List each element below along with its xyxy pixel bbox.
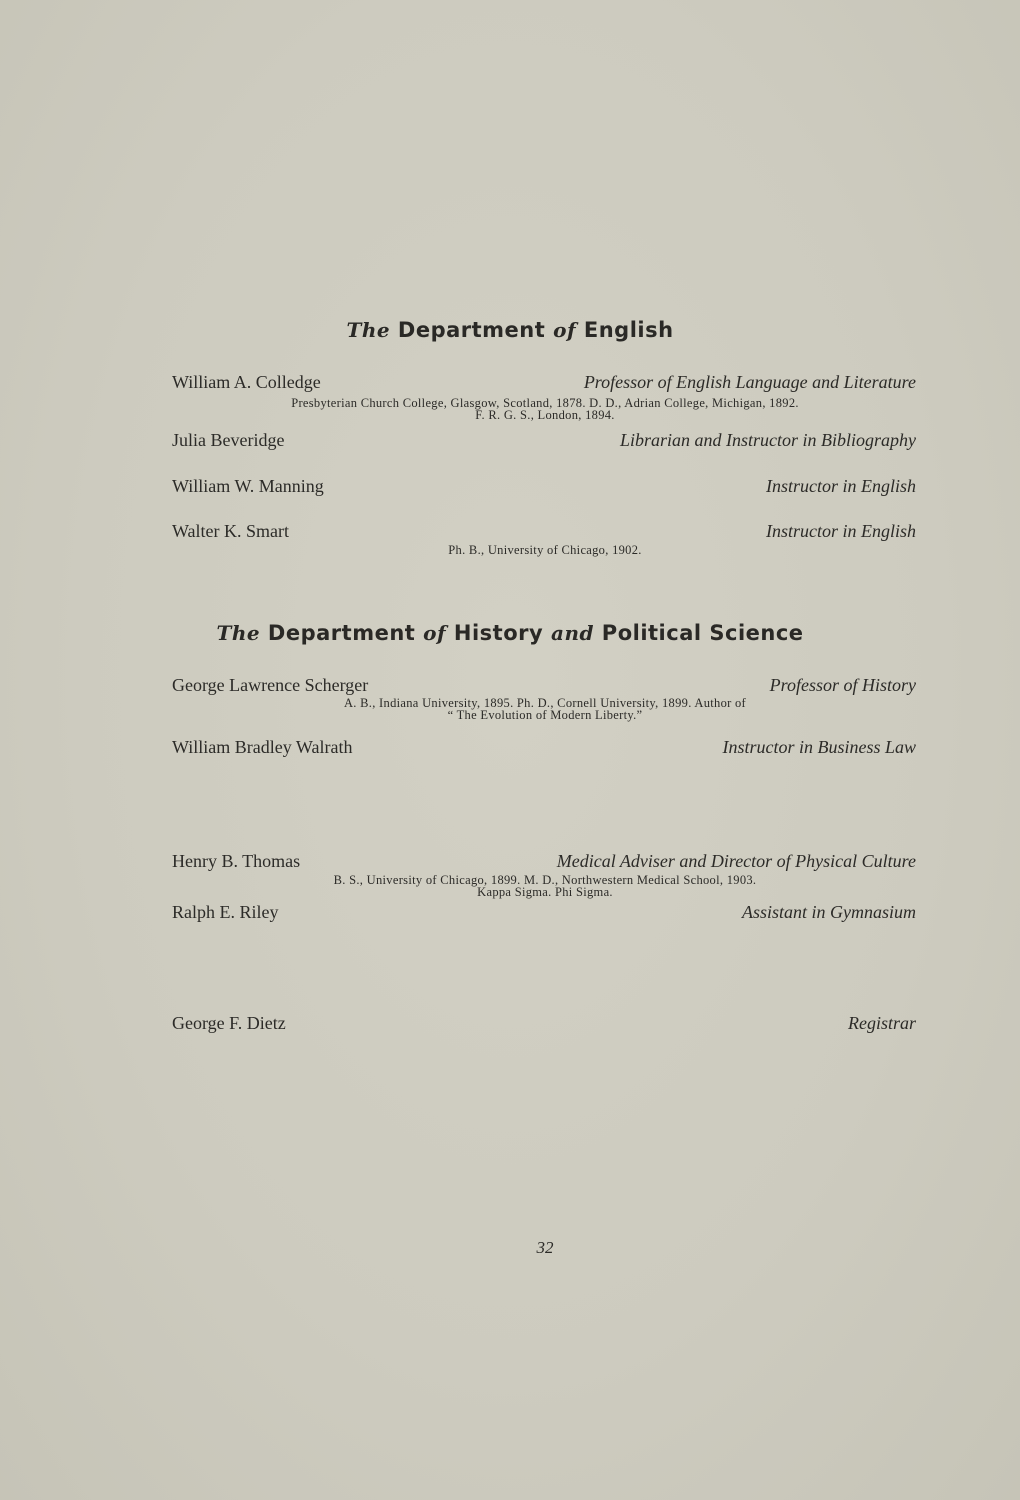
faculty-entry [172,1013,916,1037]
faculty-name: George F. Dietz [172,1013,286,1033]
faculty-title: Instructor in English [765,476,916,496]
heading-of: of [423,621,447,645]
heading-department: Department [397,318,546,342]
faculty-name: Henry B. Thomas [172,851,301,871]
faculty-title: Instructor in English [765,521,916,541]
heading-the: The [216,621,261,645]
faculty-title: Professor of English Language and Literature [583,372,916,392]
faculty-credentials: B. S., University of Chicago, 1899. M. D., Northwestern Medical School, 1903. [333,873,757,887]
history-department-heading [0,621,1020,645]
faculty-name: Walter K. Smart [172,521,290,541]
heading-subject-2: Political Science [601,621,804,645]
faculty-title: Librarian and Instructor in Bibliography [619,430,916,450]
faculty-credentials: Kappa Sigma. Phi Sigma. [477,885,613,899]
heading-the: The [346,318,391,342]
faculty-name: William A. Colledge [172,372,321,392]
faculty-credentials: Presbyterian Church College, Glasgow, Scotland, 1878. D. D., Adrian College, Michigan, 1892. [291,396,799,410]
faculty-name: William W. Manning [172,476,324,496]
heading-of: of [553,318,577,342]
faculty-name: William Bradley Walrath [172,737,353,757]
faculty-entry [172,430,916,454]
faculty-credentials: Ph. B., University of Chicago, 1902. [448,543,642,557]
faculty-title: Instructor in Business Law [722,737,916,757]
page-number: 32 [536,1238,554,1257]
faculty-title: Professor of History [769,675,916,695]
english-department-heading [0,318,1020,342]
faculty-name: Julia Beveridge [172,430,285,450]
heading-department: Department [267,621,416,645]
faculty-name: Ralph E. Riley [172,902,279,922]
faculty-entry [172,902,916,926]
faculty-entry [172,372,916,396]
faculty-entry [172,737,916,761]
faculty-credentials: A. B., Indiana University, 1895. Ph. D., Cornell University, 1899. Author of [343,696,747,710]
faculty-entry [172,851,916,875]
heading-subject: History [453,621,544,645]
faculty-entry [172,476,916,500]
faculty-title: Registrar [847,1013,916,1033]
faculty-credentials: F. R. G. S., London, 1894. [475,408,615,422]
heading-subject: English [583,318,674,342]
faculty-credentials: “ The Evolution of Modern Liberty.” [447,708,643,722]
faculty-name: George Lawrence Scherger [172,675,369,695]
faculty-entry [172,521,916,545]
faculty-title: Assistant in Gymnasium [741,902,916,922]
heading-and: and [551,621,594,645]
faculty-title: Medical Adviser and Director of Physical Culture [556,851,916,871]
